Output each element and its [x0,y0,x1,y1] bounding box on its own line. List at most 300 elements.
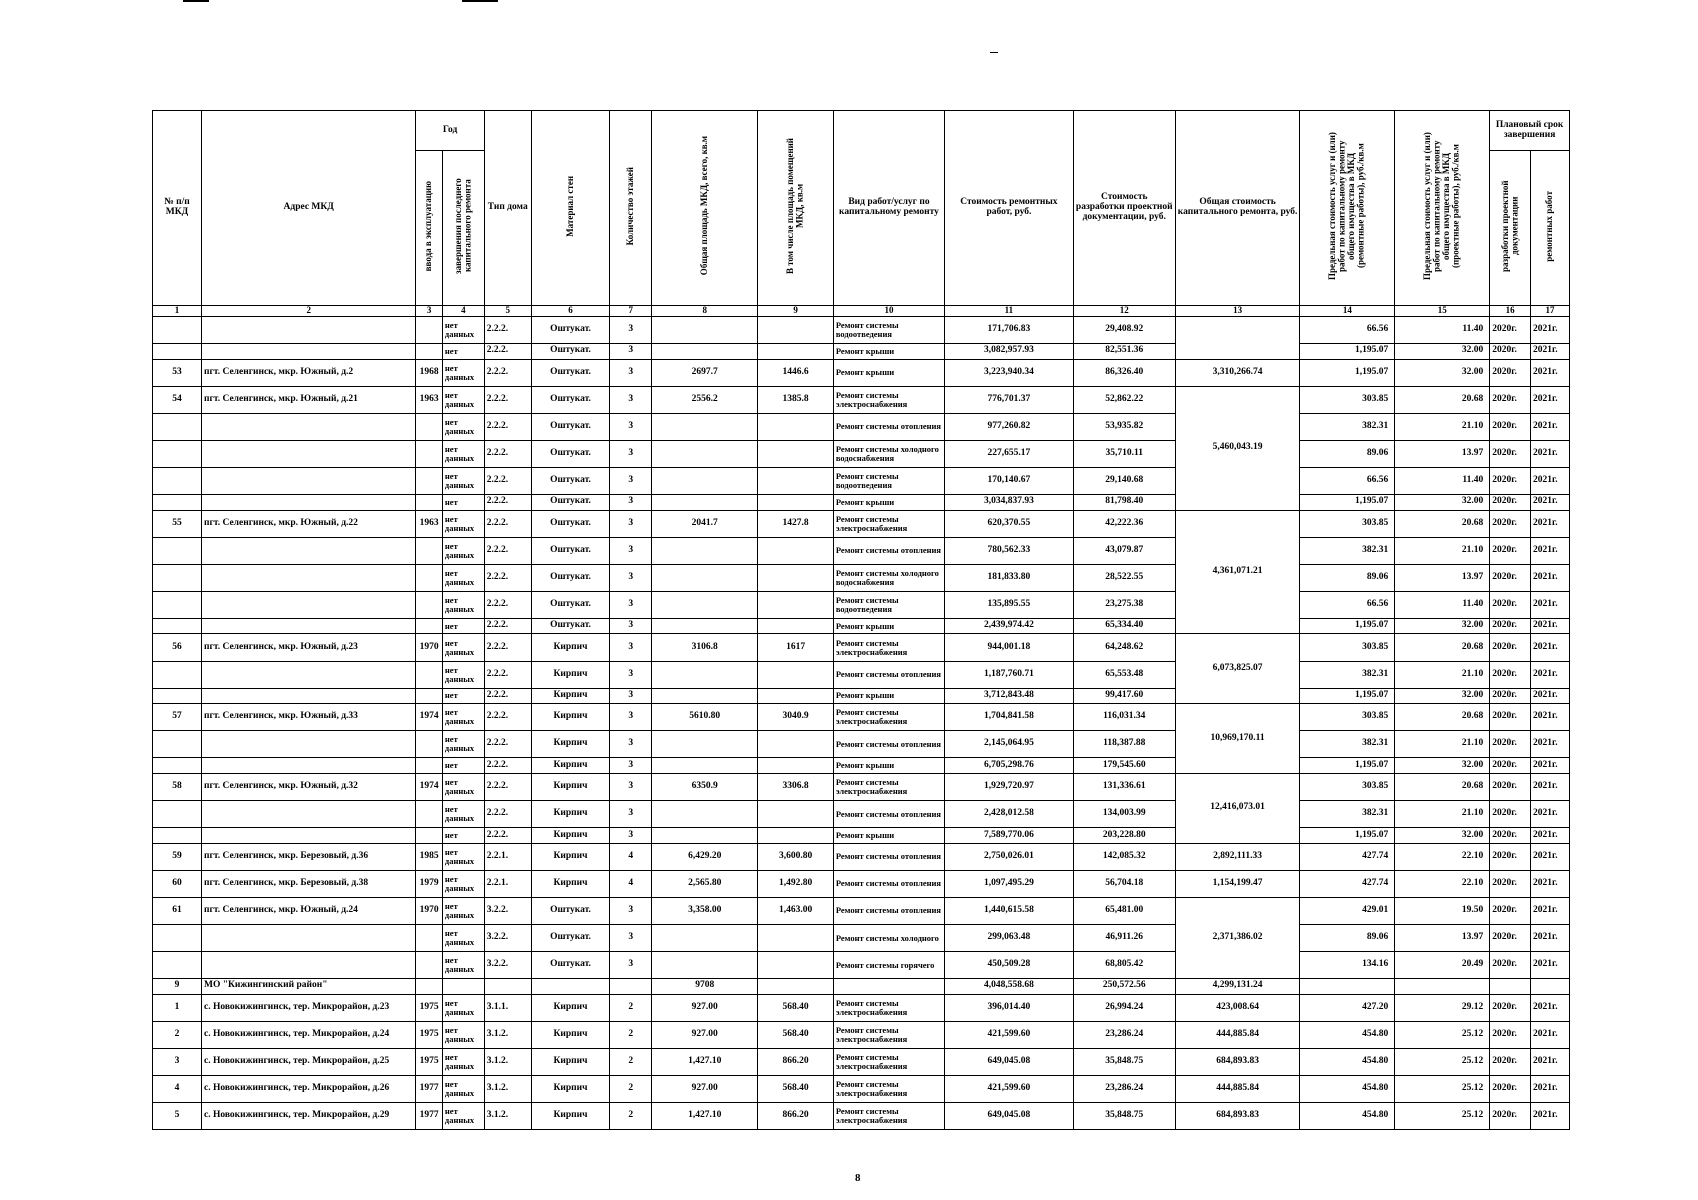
address [202,413,416,440]
house-type: 2.2.2. [484,359,531,386]
cost-repair: 7,589,770.06 [945,828,1074,844]
cost-design: 23,275.38 [1073,591,1175,618]
house-type: 2.2.2. [484,774,531,801]
floor-count: 2 [610,1048,652,1075]
cost-total [1175,316,1300,359]
year-commissioned: 1963 [416,386,443,413]
cost-repair: 2,750,026.01 [945,843,1074,870]
year-last-repair: нет [442,828,484,844]
floor-count: 3 [610,897,652,924]
cost-total: 423,008.64 [1175,994,1300,1021]
limit-design: 22.10 [1395,870,1490,897]
deadline-repair: 2021г. [1531,994,1570,1021]
limit-design: 32.00 [1395,758,1490,774]
table-row [153,952,1570,979]
area-total [652,952,758,979]
floor-count: 3 [610,924,652,951]
wall-material: Кирпич [531,1021,610,1048]
row-number: 55 [153,510,202,537]
limit-repair: 382.31 [1300,537,1395,564]
deadline-design: 2020г. [1490,440,1531,467]
header-year: Год [416,111,484,151]
work-type: Ремонт системы холодного водоснабжения [833,440,944,467]
row-number: 5 [153,1102,202,1129]
cost-repair: 977,260.82 [945,413,1074,440]
address: пгт. Селенгинск, мкр. Южный, д.33 [202,704,416,731]
cost-total: 10,969,170.11 [1175,704,1300,774]
row-number [153,440,202,467]
house-type: 2.2.2. [484,661,531,688]
year-last-repair: нет данных [442,510,484,537]
row-number: 61 [153,897,202,924]
deadline-repair: 2021г. [1531,494,1570,510]
work-type: Ремонт крыши [833,828,944,844]
address [202,661,416,688]
deadline-design: 2020г. [1490,344,1531,360]
area-total: 2556.2 [652,386,758,413]
cost-total: 4,361,071.21 [1175,510,1300,634]
address: с. Новокижингинск, тер. Микрорайон, д.24 [202,1021,416,1048]
limit-design: 21.10 [1395,413,1490,440]
area-premises [758,618,834,634]
year-last-repair [442,979,484,995]
work-type: Ремонт системы электроснабжения [833,774,944,801]
year-commissioned [416,828,443,844]
year-commissioned [416,661,443,688]
house-type: 3.1.1. [484,994,531,1021]
limit-design: 21.10 [1395,801,1490,828]
limit-repair: 303.85 [1300,774,1395,801]
year-commissioned [416,494,443,510]
deadline-design: 2020г. [1490,952,1531,979]
floor-count: 3 [610,537,652,564]
address: с. Новокижингинск, тер. Микрорайон, д.29 [202,1102,416,1129]
area-total: 1,427.10 [652,1102,758,1129]
table-row [153,494,1570,510]
table-row [153,537,1570,564]
deadline-repair [1531,979,1570,995]
table-row [153,510,1570,537]
cost-repair: 299,063.48 [945,924,1074,951]
limit-design: 25.12 [1395,1102,1490,1129]
limit-design: 25.12 [1395,1048,1490,1075]
column-number: 11 [945,305,1074,316]
area-premises: 568.40 [758,1075,834,1102]
year-last-repair: нет данных [442,870,484,897]
table-row [153,897,1570,924]
limit-repair: 454.80 [1300,1048,1395,1075]
deadline-repair: 2021г. [1531,801,1570,828]
limit-repair: 303.85 [1300,704,1395,731]
year-commissioned [416,758,443,774]
wall-material: Кирпич [531,688,610,704]
column-number: 10 [833,305,944,316]
area-premises: 1617 [758,634,834,661]
area-total [652,494,758,510]
limit-repair: 1,195.07 [1300,344,1395,360]
row-number [153,828,202,844]
address: с. Новокижингинск, тер. Микрорайон, д.26 [202,1075,416,1102]
work-type: Ремонт системы электроснабжения [833,1048,944,1075]
wall-material: Кирпич [531,661,610,688]
header-cost-repair: Стоимость ремонтных работ, руб. [945,111,1074,306]
work-type: Ремонт системы отопления [833,537,944,564]
area-total [652,316,758,343]
deadline-design: 2020г. [1490,467,1531,494]
work-type: Ремонт системы отопления [833,870,944,897]
cost-repair: 1,187,760.71 [945,661,1074,688]
area-premises: 3306.8 [758,774,834,801]
floor-count: 3 [610,801,652,828]
deadline-design: 2020г. [1490,828,1531,844]
year-last-repair: нет [442,758,484,774]
work-type: Ремонт крыши [833,688,944,704]
address: пгт. Селенгинск, мкр. Южный, д.21 [202,386,416,413]
wall-material: Оштукат. [531,494,610,510]
wall-material: Оштукат. [531,510,610,537]
row-number: 3 [153,1048,202,1075]
row-number [153,688,202,704]
column-number: 4 [442,305,484,316]
row-number [153,731,202,758]
wall-material: Оштукат. [531,467,610,494]
cost-design: 65,334.40 [1073,618,1175,634]
limit-design: 32.00 [1395,494,1490,510]
area-premises: 568.40 [758,994,834,1021]
limit-repair: 89.06 [1300,924,1395,951]
floor-count: 3 [610,564,652,591]
cost-total: 4,299,131.24 [1175,979,1300,995]
area-premises [758,731,834,758]
work-type: Ремонт системы электроснабжения [833,1075,944,1102]
limit-repair: 89.06 [1300,440,1395,467]
wall-material: Оштукат. [531,618,610,634]
work-type: Ремонт системы горячего [833,952,944,979]
house-type: 2.2.2. [484,344,531,360]
house-type: 2.2.2. [484,828,531,844]
page-number: 8 [855,1172,861,1184]
cost-design: 35,848.75 [1073,1048,1175,1075]
year-commissioned [416,924,443,951]
cost-design: 99,417.60 [1073,688,1175,704]
area-total: 9708 [652,979,758,995]
work-type: Ремонт системы электроснабжения [833,994,944,1021]
area-premises: 1,492.80 [758,870,834,897]
area-total: 1,427.10 [652,1048,758,1075]
deadline-design: 2020г. [1490,1102,1531,1129]
row-number [153,413,202,440]
column-number: 16 [1490,305,1531,316]
floor-count: 3 [610,386,652,413]
house-type: 2.2.2. [484,704,531,731]
column-number: 13 [1175,305,1300,316]
work-type: Ремонт крыши [833,494,944,510]
floor-count: 3 [610,344,652,360]
limit-repair: 454.80 [1300,1102,1395,1129]
year-last-repair: нет данных [442,731,484,758]
cost-design: 53,935.82 [1073,413,1175,440]
deadline-repair: 2021г. [1531,618,1570,634]
table-row [153,316,1570,343]
row-number [153,591,202,618]
row-number: 58 [153,774,202,801]
deadline-repair: 2021г. [1531,467,1570,494]
wall-material: Оштукат. [531,344,610,360]
limit-repair: 382.31 [1300,413,1395,440]
cost-repair: 1,929,720.97 [945,774,1074,801]
deadline-design: 2020г. [1490,843,1531,870]
work-type: Ремонт системы электроснабжения [833,386,944,413]
year-commissioned: 1977 [416,1075,443,1102]
table-row [153,634,1570,661]
work-type: Ремонт системы отопления [833,731,944,758]
cost-design: 203,228.80 [1073,828,1175,844]
wall-material: Кирпич [531,994,610,1021]
address: пгт. Селенгинск, мкр. Березовый, д.36 [202,843,416,870]
deadline-repair: 2021г. [1531,661,1570,688]
deadline-design: 2020г. [1490,316,1531,343]
year-last-repair: нет [442,688,484,704]
floor-count: 3 [610,440,652,467]
floor-count: 4 [610,843,652,870]
cost-repair: 171,706.83 [945,316,1074,343]
house-type: 2.2.2. [484,688,531,704]
cost-repair: 649,045.08 [945,1102,1074,1129]
row-number: 53 [153,359,202,386]
year-commissioned: 1977 [416,1102,443,1129]
area-premises [758,758,834,774]
column-number-row [153,305,1570,316]
table-row [153,1021,1570,1048]
house-type: 2.2.2. [484,494,531,510]
house-type: 2.2.2. [484,413,531,440]
floor-count: 3 [610,618,652,634]
limit-repair: 1,195.07 [1300,828,1395,844]
table-row [153,828,1570,844]
area-premises [758,591,834,618]
address: пгт. Селенгинск, мкр. Южный, д.24 [202,897,416,924]
limit-design: 21.10 [1395,661,1490,688]
header-floors: Количество этажей [610,111,652,306]
limit-repair: 382.31 [1300,801,1395,828]
limit-repair: 66.56 [1300,467,1395,494]
floor-count: 2 [610,994,652,1021]
area-total [652,344,758,360]
deadline-design: 2020г. [1490,688,1531,704]
house-type: 2.2.2. [484,316,531,343]
address: МО "Кижингинский район" [202,979,416,995]
area-premises [758,952,834,979]
column-number: 2 [202,305,416,316]
cost-repair: 1,704,841.58 [945,704,1074,731]
cost-total: 684,893.83 [1175,1048,1300,1075]
year-last-repair: нет данных [442,564,484,591]
work-type: Ремонт системы электроснабжения [833,704,944,731]
cost-repair: 3,034,837.93 [945,494,1074,510]
cost-design: 250,572.56 [1073,979,1175,995]
year-commissioned [416,564,443,591]
floor-count: 3 [610,774,652,801]
area-total [652,758,758,774]
table-row [153,1048,1570,1075]
address: пгт. Селенгинск, мкр. Южный, д.22 [202,510,416,537]
deadline-repair: 2021г. [1531,359,1570,386]
floor-count: 3 [610,591,652,618]
limit-repair: 89.06 [1300,564,1395,591]
year-last-repair: нет данных [442,924,484,951]
limit-repair: 303.85 [1300,634,1395,661]
address [202,952,416,979]
row-number: 56 [153,634,202,661]
area-total: 2697.7 [652,359,758,386]
table-row [153,801,1570,828]
cost-design: 131,336.61 [1073,774,1175,801]
limit-design: 21.10 [1395,731,1490,758]
cost-design: 43,079.87 [1073,537,1175,564]
cost-repair: 227,655.17 [945,440,1074,467]
address: пгт. Селенгинск, мкр. Березовый, д.38 [202,870,416,897]
year-commissioned: 1974 [416,704,443,731]
row-number [153,494,202,510]
year-commissioned: 1985 [416,843,443,870]
year-last-repair: нет данных [442,843,484,870]
limit-repair: 454.80 [1300,1075,1395,1102]
year-commissioned: 1963 [416,510,443,537]
limit-repair: 454.80 [1300,1021,1395,1048]
deadline-design: 2020г. [1490,994,1531,1021]
house-type: 3.1.2. [484,1048,531,1075]
row-number [153,801,202,828]
cost-total: 444,885.84 [1175,1075,1300,1102]
deadline-design: 2020г. [1490,634,1531,661]
cost-repair: 2,439,974.42 [945,618,1074,634]
table-row [153,413,1570,440]
deadline-design: 2020г. [1490,661,1531,688]
limit-repair: 134.16 [1300,952,1395,979]
year-commissioned [416,537,443,564]
limit-design: 32.00 [1395,618,1490,634]
address [202,758,416,774]
work-type: Ремонт системы холодного [833,924,944,951]
cost-total: 444,885.84 [1175,1021,1300,1048]
row-number [153,758,202,774]
cost-repair: 649,045.08 [945,1048,1074,1075]
cost-design: 65,481.00 [1073,897,1175,924]
cost-design: 52,862.22 [1073,386,1175,413]
work-type: Ремонт системы электроснабжения [833,1102,944,1129]
year-last-repair: нет данных [442,634,484,661]
cost-total: 6,073,825.07 [1175,634,1300,704]
area-premises: 1446.6 [758,359,834,386]
wall-material: Оштукат. [531,537,610,564]
row-number [153,537,202,564]
wall-material: Оштукат. [531,440,610,467]
limit-design: 32.00 [1395,828,1490,844]
cost-design: 64,248.62 [1073,634,1175,661]
cost-design: 86,326.40 [1073,359,1175,386]
deadline-design: 2020г. [1490,494,1531,510]
floor-count: 2 [610,1102,652,1129]
repair-register-table [152,110,1570,1130]
deadline-repair: 2021г. [1531,688,1570,704]
deadline-repair: 2021г. [1531,634,1570,661]
year-commissioned [416,979,443,995]
row-number [153,618,202,634]
wall-material: Оштукат. [531,952,610,979]
cost-repair: 181,833.80 [945,564,1074,591]
floor-count: 3 [610,688,652,704]
area-premises [758,828,834,844]
year-commissioned: 1975 [416,1048,443,1075]
address [202,494,416,510]
house-type [484,979,531,995]
area-total [652,618,758,634]
cost-total: 5,460,043.19 [1175,386,1300,510]
header-deadline-design: разработки проектной документации [1490,151,1531,306]
address: с. Новокижингинск, тер. Микрорайон, д.23 [202,994,416,1021]
cost-design: 42,222.36 [1073,510,1175,537]
area-total: 2041.7 [652,510,758,537]
cost-repair: 776,701.37 [945,386,1074,413]
table-row [153,386,1570,413]
house-type: 2.2.2. [484,731,531,758]
table-row [153,1102,1570,1129]
area-total: 3106.8 [652,634,758,661]
year-last-repair: нет данных [442,467,484,494]
deadline-design: 2020г. [1490,359,1531,386]
wall-material: Кирпич [531,828,610,844]
work-type: Ремонт крыши [833,758,944,774]
work-type: Ремонт системы отопления [833,897,944,924]
house-type: 2.2.1. [484,870,531,897]
floor-count: 3 [610,758,652,774]
house-type: 2.2.2. [484,510,531,537]
cost-repair: 620,370.55 [945,510,1074,537]
house-type: 2.2.2. [484,440,531,467]
row-number: 54 [153,386,202,413]
row-number: 1 [153,994,202,1021]
address: пгт. Селенгинск, мкр. Южный, д.23 [202,634,416,661]
cost-repair: 421,599.60 [945,1075,1074,1102]
column-number: 7 [610,305,652,316]
limit-repair: 1,195.07 [1300,494,1395,510]
cost-design: 23,286.24 [1073,1021,1175,1048]
deadline-repair: 2021г. [1531,591,1570,618]
cost-design: 35,848.75 [1073,1102,1175,1129]
floor-count: 3 [610,952,652,979]
area-premises: 866.20 [758,1102,834,1129]
deadline-repair: 2021г. [1531,758,1570,774]
cost-design: 116,031.34 [1073,704,1175,731]
work-type: Ремонт системы отопления [833,413,944,440]
deadline-design: 2020г. [1490,731,1531,758]
table-row [153,564,1570,591]
address [202,344,416,360]
column-number: 17 [1531,305,1570,316]
area-total: 927.00 [652,1021,758,1048]
cost-design: 26,994.24 [1073,994,1175,1021]
work-type: Ремонт системы отопления [833,661,944,688]
limit-repair: 303.85 [1300,510,1395,537]
limit-design: 11.40 [1395,467,1490,494]
limit-design: 20.68 [1395,386,1490,413]
column-number: 3 [416,305,443,316]
cost-repair: 170,140.67 [945,467,1074,494]
deadline-design: 2020г. [1490,801,1531,828]
address [202,924,416,951]
area-premises [758,413,834,440]
cost-design: 46,911.26 [1073,924,1175,951]
